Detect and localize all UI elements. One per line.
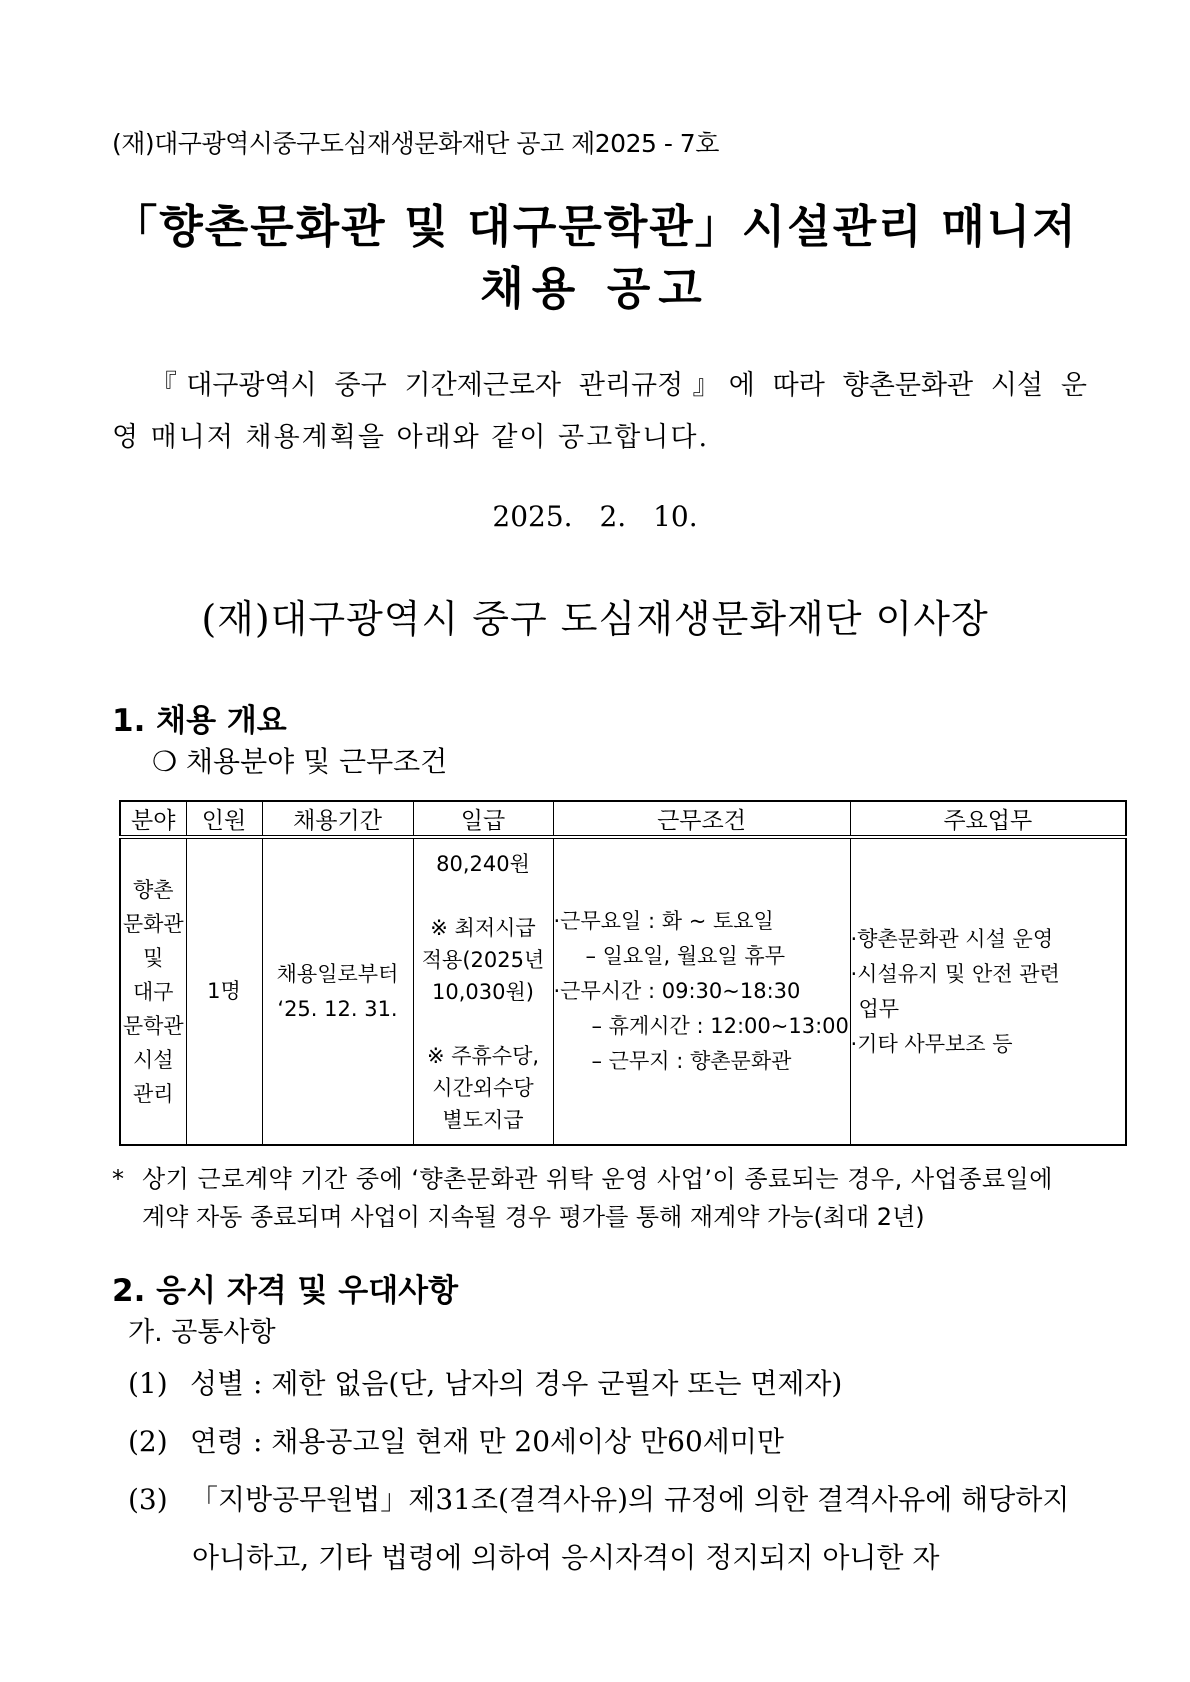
cell-headcount: 1명 [186,837,262,1145]
title-line-1: 「향촌문화관 및 대구문학관」시설관리 매니저 [112,200,1078,253]
pay-line: 적용(2025년 [421,947,545,972]
duty-line: 업무 [858,996,900,1021]
cell-period [262,837,413,1145]
intro-line-1: 『대구광역시 중구 기간제근로자 관리규정』에 따라 향촌문화관 시설 운 [150,370,1087,401]
condition-line: – 근무지 : 향촌문화관 [591,1049,792,1073]
section-2-subheading: 가. 공통사항 [128,1317,276,1348]
pay-line: ※ 최저시급 [430,915,536,940]
notice-date: 2025. 2. 10. [492,500,698,533]
issuer: (재)대구광역시 중구 도심재생문화재단 이사장 [201,597,989,641]
header-conditions: 근무조건 [553,801,850,837]
header-headcount: 인원 [186,801,262,837]
table-header-row [120,801,1126,837]
field-line: 관리 [132,1081,174,1106]
header-duties: 주요업무 [850,801,1126,837]
footnote-line-2: 계약 자동 종료되며 사업이 지속될 경우 평가를 통해 재계약 가능(최대 2년) [142,1203,925,1231]
pay-line: ※ 주휴수당, [426,1043,540,1068]
footnote-marker: * [112,1165,124,1193]
pay-spacer [414,1008,553,1040]
section-1-subheading: ❍ 채용분야 및 근무조건 [152,745,448,778]
condition-line: ·근무시간 : 09:30~18:30 [553,979,801,1003]
item-text: 연령 : 채용공고일 현재 만 20세이상 만60세미만 [190,1425,784,1458]
header-pay: 일급 [413,801,553,837]
cell-field [120,837,186,1145]
pay-line: 10,030원) [432,979,534,1004]
pay-line: 시간외수당 [432,1075,534,1100]
item-text: 성별 : 제한 없음(단, 남자의 경우 군필자 또는 면제자) [190,1367,843,1400]
pay-line: 80,240원 [436,851,530,876]
intro-line-2: 영 매니저 채용계획을 아래와 같이 공고합니다. [112,422,710,453]
pay-spacer [414,880,553,912]
section-1-heading: 1. 채용 개요 [112,703,287,739]
field-line: 문학관 [122,1013,184,1038]
cell-pay [413,837,553,1145]
period-line: 채용일로부터 [276,961,399,986]
period-line: ‘25. 12. 31. [277,996,398,1021]
table-row [120,837,1126,1145]
field-line: 문화관 [122,911,184,936]
field-line: 대구 [132,979,174,1004]
field-line: 향촌 [132,877,174,902]
requirement-item-3 [128,1478,1069,1518]
pay-line: 별도지급 [442,1107,524,1132]
recruitment-table [119,800,1127,1146]
requirement-item-2 [128,1420,784,1460]
header-field: 분야 [120,801,186,837]
duty-line: ·향촌문화관 시설 운영 [850,926,1054,951]
duty-line: ·기타 사무보조 등 [850,1031,1013,1056]
condition-line: – 휴게시간 : 12:00~13:00 [591,1014,849,1038]
section-2-heading: 2. 응시 자격 및 우대사항 [112,1273,459,1309]
field-line: 시설 [132,1047,174,1072]
item-number: (3) [128,1483,168,1516]
item-number: (1) [128,1367,168,1400]
field-line: 및 [143,945,164,970]
table-footnote [112,1160,1087,1236]
footnote-line-1: 상기 근로계약 기간 중에 ‘향촌문화관 위탁 운영 사업’이 종료되는 경우, 사업종료일에 [142,1165,1053,1193]
cell-conditions [553,837,850,1145]
title-line-2: 채용 공고 [480,262,710,315]
item-number: (2) [128,1425,168,1458]
item-text: 「지방공무원법」제31조(결격사유)의 규정에 의한 결격사유에 해당하지 [190,1483,1070,1516]
condition-line: – 일요일, 월요일 휴무 [585,944,785,968]
duty-line: ·시설유지 및 안전 관련 [850,961,1060,986]
intro-paragraph [112,360,1087,464]
header-period: 채용기간 [262,801,413,837]
requirement-item-1 [128,1362,842,1402]
requirement-item-3-continued: 아니하고, 기타 법령에 의하여 응시자격이 정지되지 아니한 자 [192,1541,940,1574]
notice-number: (재)대구광역시중구도심재생문화재단 공고 제2025 - 7호 [112,129,719,158]
cell-duties [850,837,1126,1145]
condition-line: ·근무요일 : 화 ~ 토요일 [553,909,774,933]
